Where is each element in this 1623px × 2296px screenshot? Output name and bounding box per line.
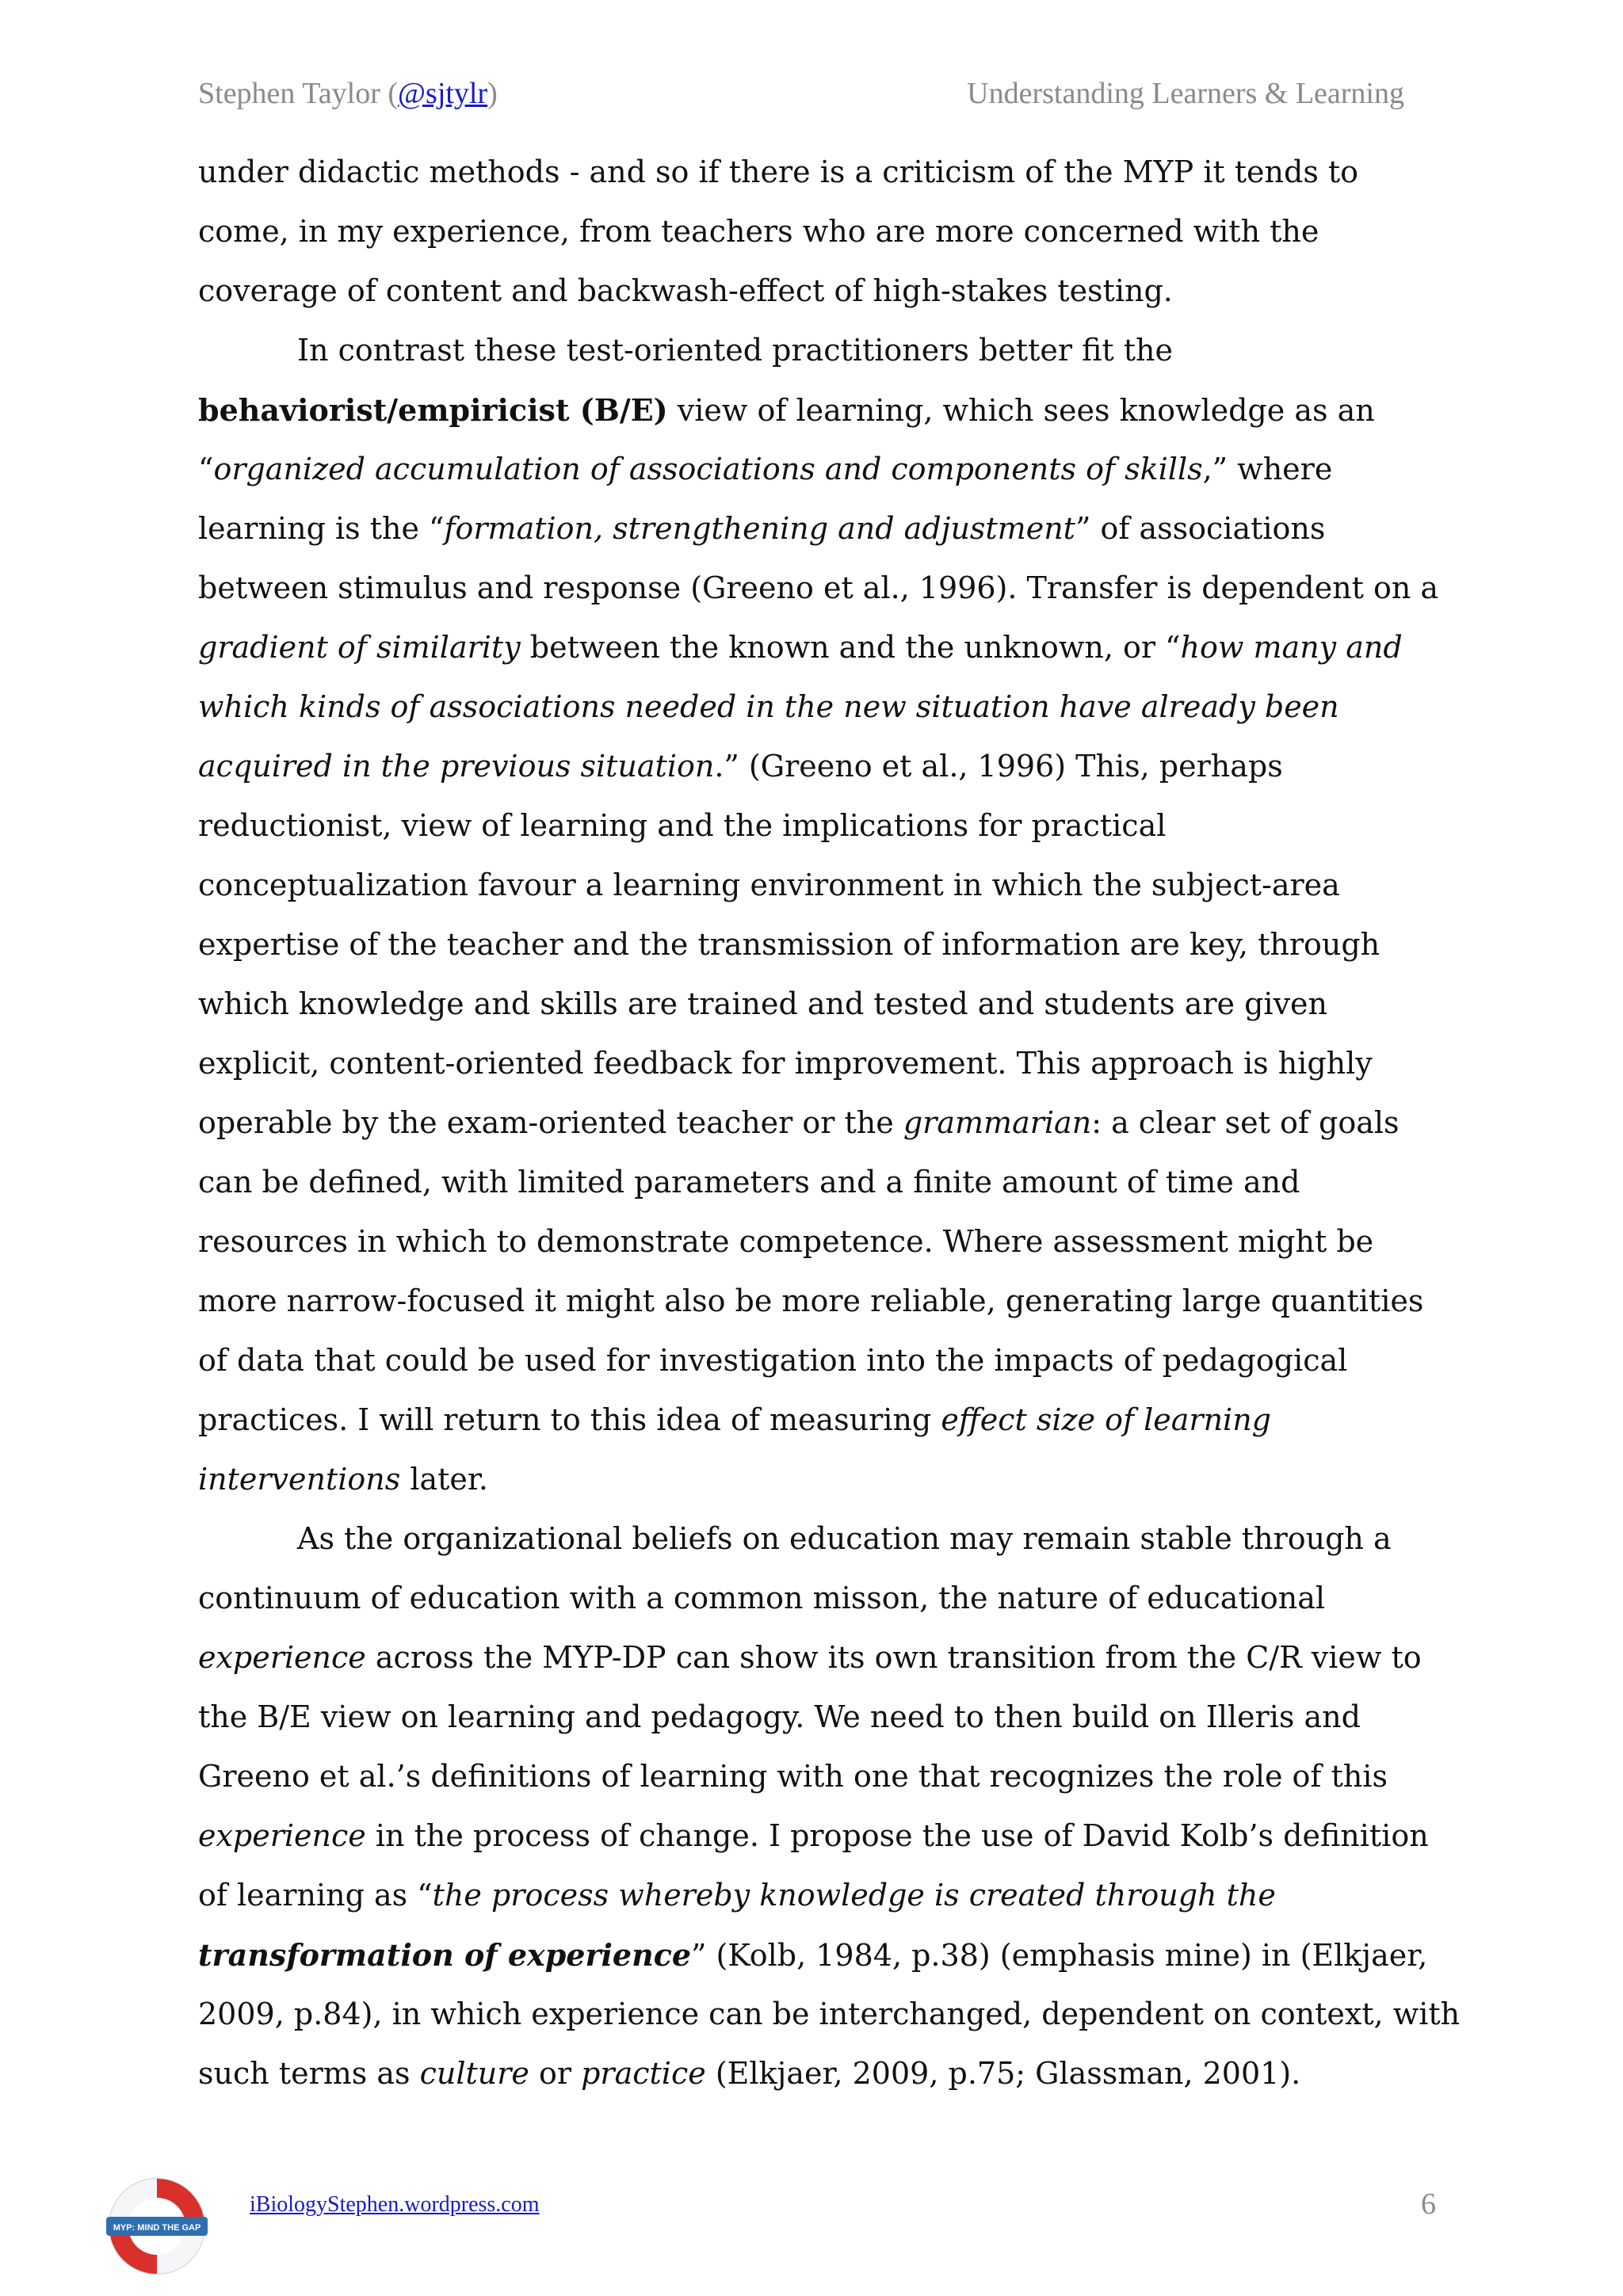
text-run: of learning as “ (198, 1878, 433, 1913)
text-line: expertise of the teacher and the transmission of information are key, through (198, 927, 1381, 962)
logo-text: MYP: MIND THE GAP (113, 2223, 201, 2233)
text-run: between the known and the unknown, or “ (520, 630, 1181, 665)
text-line: come, in my experience, from teachers who are more concerned with the (198, 214, 1319, 249)
author-name: Stephen Taylor ( (198, 77, 399, 110)
page-header (198, 76, 1404, 116)
text-line: which knowledge and skills are trained and tested and students are given (198, 986, 1328, 1021)
text-line: continuum of education with a common misson, the nature of educational (198, 1581, 1326, 1615)
text-run: (Elkjaer, 2009, p.75; Glassman, 2001). (705, 2056, 1301, 2091)
italic-run: which kinds of associations needed in the new situation have already been (198, 689, 1339, 724)
text-run: ” (Kolb, 1984, p.38) (emphasis mine) in (Elkjaer, (691, 1938, 1428, 1973)
text-run: later. (400, 1462, 488, 1497)
text-line (198, 2044, 1434, 2103)
text-line: of data that could be used for investigation into the impacts of pedagogical (198, 1343, 1348, 1378)
text-line: can be defined, with limited parameters and a finite amount of time and (198, 1165, 1300, 1199)
italic-run: practice (581, 2056, 706, 2091)
bold-italic-run: transformation of experience (198, 1937, 692, 1973)
text-line: As the organizational beliefs on education may remain stable through a (297, 1521, 1392, 1556)
text-line (198, 1093, 1434, 1153)
text-line (198, 1866, 1434, 1925)
text-run: learning is the “ (198, 511, 445, 546)
italic-run: organized accumulation of associations and components of skills (213, 452, 1203, 486)
text-line (198, 499, 1434, 559)
text-line (198, 737, 1434, 796)
text-line: 2009, p.84), in which experience can be interchanged, dependent on context, with (198, 1997, 1461, 2031)
text-line: reductionist, view of learning and the implications for practical (198, 808, 1167, 843)
text-line (198, 440, 1434, 499)
text-line: Greeno et al.’s definitions of learning with one that recognizes the role of this (198, 1759, 1388, 1794)
author-handle-link[interactable]: @sjtylr (398, 77, 488, 110)
lifebuoy-logo-icon (103, 2172, 211, 2280)
text-line: between stimulus and response (Greeno et al., 1996). Transfer is dependent on a (198, 570, 1439, 605)
text-run: or (529, 2056, 582, 2091)
header-author (198, 76, 498, 111)
text-run: “ (198, 452, 214, 486)
text-line: the B/E view on learning and pedagogy. We need to then build on Illeris and (198, 1699, 1361, 1734)
text-run: .” (Greeno et al., 1996) This, perhaps (714, 749, 1283, 784)
text-line (198, 618, 1434, 677)
text-line: conceptualization favour a learning environment in which the subject-area (198, 868, 1340, 902)
italic-run: effect size of learning (941, 1402, 1272, 1437)
italic-run: gradient of similarity (198, 630, 521, 665)
bold-term: behaviorist/empiricist (B/E) (198, 392, 668, 428)
author-suffix: ) (487, 77, 498, 110)
text-line (198, 677, 1434, 737)
italic-run: how many and (1180, 630, 1403, 665)
italic-run: grammarian (903, 1105, 1092, 1140)
italic-run: experience (198, 1640, 366, 1675)
text-line (198, 380, 1434, 440)
text-run: ,” where (1202, 452, 1333, 486)
text-line (198, 1628, 1434, 1688)
text-run: in the process of change. I propose the use of David Kolb’s definition (365, 1818, 1429, 1853)
text-run: such terms as (198, 2056, 420, 2091)
text-line (198, 1925, 1434, 1985)
text-line: explicit, content-oriented feedback for improvement. This approach is highly (198, 1046, 1373, 1081)
italic-run: experience (198, 1818, 366, 1853)
italic-run: interventions (198, 1462, 401, 1497)
text-line (198, 1806, 1434, 1866)
text-line: more narrow-focused it might also be more reliable, generating large quantities (198, 1283, 1424, 1318)
document-body (198, 143, 1461, 2103)
italic-run: formation, strengthening and adjustment (444, 511, 1075, 546)
italic-run: the process whereby knowledge is created through the (432, 1878, 1276, 1913)
text-run: operable by the exam-oriented teacher or the (198, 1105, 903, 1140)
text-line: resources in which to demonstrate competence. Where assessment might be (198, 1224, 1374, 1259)
header-title: Understanding Learners & Learning (967, 77, 1404, 110)
text-run: : a clear set of goals (1091, 1105, 1400, 1140)
text-run: view of learning, which sees knowledge as an (667, 393, 1375, 428)
page-number: 6 (1421, 2187, 1436, 2221)
blog-link[interactable]: iBiologyStephen.wordpress.com (250, 2192, 540, 2217)
text-line (198, 1450, 1434, 1509)
page-footer (103, 2172, 1436, 2283)
text-run: practices. I will return to this idea of measuring (198, 1402, 941, 1437)
italic-run: culture (419, 2056, 529, 2091)
text-line (198, 1390, 1434, 1450)
text-run: across the MYP-DP can show its own transition from the C/R view to (365, 1640, 1422, 1675)
text-line: under didactic methods - and so if there is a criticism of the MYP it tends to (198, 154, 1359, 189)
text-run: ” of associations (1075, 511, 1326, 546)
text-line: In contrast these test-oriented practitioners better fit the (297, 333, 1174, 368)
italic-run: acquired in the previous situation (198, 749, 715, 784)
text-line: coverage of content and backwash-effect of high-stakes testing. (198, 273, 1173, 308)
